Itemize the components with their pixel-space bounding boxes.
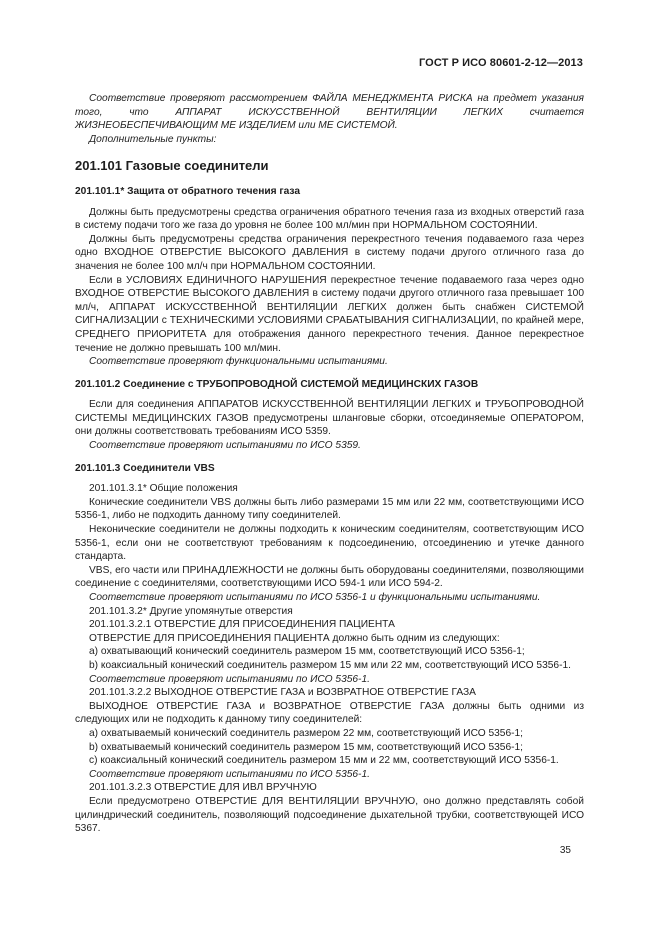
additional-items-label: Дополнительные пункты: bbox=[89, 133, 217, 145]
compliance-note: Соответствие проверяют испытаниями по ИСО 5356-1 и функциональными испытаниями. bbox=[89, 592, 541, 603]
compliance-note: Соответствие проверяют функциональными испытаниями. bbox=[89, 356, 388, 368]
paragraph: ВЫХОДНОЕ ОТВЕРСТИЕ ГАЗА и ВОЗВРАТНОЕ ОТВЕРСТИЕ ГАЗА должны быть одними из следующих или не подходить к данному типу соединителей: bbox=[75, 700, 584, 726]
paragraph: Если в УСЛОВИЯХ ЕДИНИЧНОГО НАРУШЕНИЯ перекрестное течение подаваемого газа через одно ВХОДНОЕ ОТВЕРСТИЕ ВЫСОКОГО ДАВЛЕНИЯ в систему подачи другого отличного газа превышает 100 мл/ч, АППАРАТ ИСКУССТВЕННОЙ ВЕНТИЛЯЦИИ ЛЕГКИХ должен быть снабжен СИСТЕМОЙ СИГНАЛИЗАЦИИ с ТЕХНИЧЕСКИМИ УСЛОВИЯМИ СРАБАТЫВАНИЯ СИГНАЛИЗАЦИИ, по крайней мере, СРЕДНЕГО ПРИОРИТЕТА для отображения данного перекрестного течения. Данное перекрестное течение не должно превышать 100 мл/мин. bbox=[75, 274, 584, 354]
paragraph: Если для соединения АППАРАТОВ ИСКУССТВЕННОЙ ВЕНТИЛЯЦИИ ЛЕГКИХ и ТРУБОПРОВОДНОЙ СИСТЕМЫ МЕДИЦИНСКИХ ГАЗОВ предусмотрены шланговые сборки, отсоединяемые ОПЕРАТОРОМ, они должны соответствовать требованиям ИСО 5359. bbox=[75, 399, 584, 438]
document-body bbox=[75, 92, 584, 836]
subsection-heading-201-101-3: 201.101.3 Соединители VBS bbox=[75, 462, 215, 474]
compliance-note: Соответствие проверяют рассмотрением ФАЙЛА МЕНЕДЖМЕНТА РИСКА на предмет указания того, что АППАРАТ ИСКУССТВЕННОЙ ВЕНТИЛЯЦИИ ЛЕГКИХ считается ЖИЗНЕОБЕСПЕЧИВАЮЩИМ МЕ ИЗДЕЛИЕМ или МЕ СИСТЕМОЙ. bbox=[75, 93, 584, 132]
clause-heading: 201.101.3.2.2 ВЫХОДНОЕ ОТВЕРСТИЕ ГАЗА и ВОЗВРАТНОЕ ОТВЕРСТИЕ ГАЗА bbox=[89, 687, 476, 699]
clause-heading: 201.101.3.1* Общие положения bbox=[89, 483, 238, 495]
compliance-note: Соответствие проверяют испытаниями по ИСО 5356-1. bbox=[89, 768, 370, 780]
paragraph: Если предусмотрено ОТВЕРСТИЕ ДЛЯ ВЕНТИЛЯЦИИ ВРУЧНУЮ, оно должно представлять собой цилиндрический соединитель, позволяющий подсоединение дыхательной трубки, соответствующей ИСО 5367. bbox=[75, 795, 584, 835]
page-number: 35 bbox=[559, 845, 571, 856]
paragraph: VBS, его части или ПРИНАДЛЕЖНОСТИ не должны быть оборудованы соединителями, позволяющими соединение с соединителями, соответствующими ИСО 594-1 или ИСО 594-2. bbox=[75, 564, 584, 590]
list-item: a) охватываемый конический соединитель размером 22 мм, соответствующий ИСО 5356-1; bbox=[89, 727, 524, 739]
list-item: b) коаксиальный конический соединитель размером 15 мм или 22 мм, соответствующий ИСО 5356-1. bbox=[89, 659, 571, 671]
clause-heading: 201.101.3.2.1 ОТВЕРСТИЕ ДЛЯ ПРИСОЕДИНЕНИЯ ПАЦИЕНТА bbox=[89, 619, 395, 631]
paragraph: ОТВЕРСТИЕ ДЛЯ ПРИСОЕДИНЕНИЯ ПАЦИЕНТА должно быть одним из следующих: bbox=[89, 632, 500, 644]
clause-heading: 201.101.3.2.3 ОТВЕРСТИЕ ДЛЯ ИВЛ ВРУЧНУЮ bbox=[89, 782, 317, 794]
paragraph: Неконические соединители не должны подходить к коническим соединителям, соответствующим ИСО 5356-1, если они не соответствуют требованиям к подсоединению, отсоединению и утечке данного стандарта. bbox=[75, 524, 584, 563]
paragraph: Конические соединители VBS должны быть либо размерами 15 мм или 22 мм, соответствующими ИСО 5356-1, либо не подходить данному типу соединителей. bbox=[75, 496, 584, 522]
paragraph: Должны быть предусмотрены средства ограничения обратного течения газа из входных отверстий газа в систему подачи того же газа до уровня не более 100 мл/мин при НОРМАЛЬНОМ СОСТОЯНИИ. bbox=[75, 206, 584, 232]
document-header-id: ГОСТ Р ИСО 80601-2-12—2013 bbox=[418, 57, 583, 69]
clause-heading: 201.101.3.2* Другие упомянутые отверстия bbox=[89, 605, 293, 617]
compliance-note: Соответствие проверяют испытаниями по ИСО 5359. bbox=[89, 440, 361, 452]
section-heading-201-101: 201.101 Газовые соединители bbox=[75, 158, 269, 174]
list-item: c) коаксиальный конический соединитель размером 15 мм и 22 мм, соответствующий ИСО 5356-1. bbox=[89, 755, 559, 767]
paragraph: Должны быть предусмотрены средства ограничения перекрестного течения подаваемого газа через одно ВХОДНОЕ ОТВЕРСТИЕ ВЫСОКОГО ДАВЛЕНИЯ в систему подачи другого отличного газа до значения не более 100 мл/ч при НОРМАЛЬНОМ СОСТОЯНИИ. bbox=[75, 233, 584, 272]
compliance-note: Соответствие проверяют испытаниями по ИСО 5356-1. bbox=[89, 673, 370, 685]
list-item: b) охватываемый конический соединитель размером 15 мм, соответствующий ИСО 5356-1; bbox=[89, 741, 524, 753]
list-item: a) охватывающий конический соединитель размером 15 мм, соответствующий ИСО 5356-1; bbox=[89, 646, 525, 658]
subsection-heading-201-101-1: 201.101.1* Защита от обратного течения газа bbox=[75, 185, 301, 197]
subsection-heading-201-101-2: 201.101.2 Соединение с ТРУБОПРОВОДНОЙ СИСТЕМОЙ МЕДИЦИНСКИХ ГАЗОВ bbox=[75, 378, 479, 390]
